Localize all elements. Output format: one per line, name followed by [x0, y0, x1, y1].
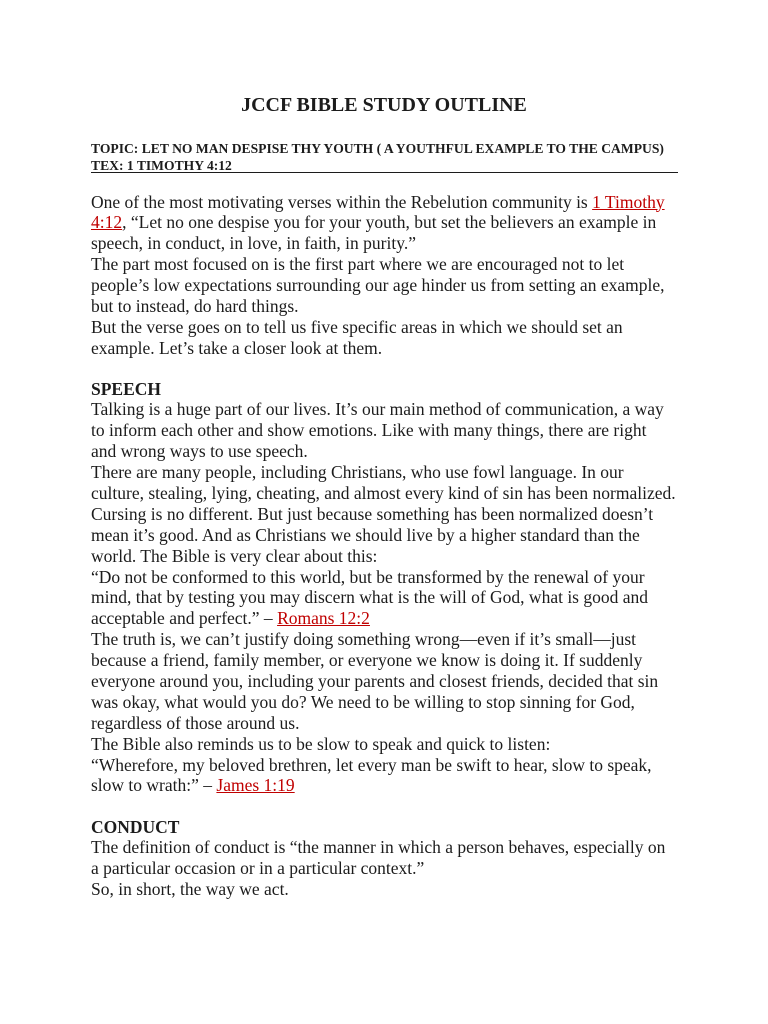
- body-line: world. The Bible is very clear about this:: [91, 545, 378, 566]
- body-text: One of the most motivating verses within the Rebelution community is: [91, 191, 593, 212]
- text-reference-line: TEX: 1 TIMOTHY 4:12: [91, 158, 232, 173]
- scripture-link-4-12[interactable]: 4:12: [91, 212, 123, 233]
- topic-line: TOPIC: LET NO MAN DESPISE THY YOUTH ( A YOUTHFUL EXAMPLE TO THE CAMPUS): [91, 141, 664, 156]
- body-line: because a friend, family member, or everyone we know is doing it. If suddenly: [91, 650, 643, 671]
- body-line: There are many people, including Christians, who use fowl language. In our: [91, 462, 624, 483]
- body-line: mind, that by testing you may discern what is the will of God, what is good and: [91, 587, 649, 608]
- body-text: slow to wrath:” –: [91, 775, 217, 796]
- body-line: The truth is, we can’t justify doing something wrong—even if it’s small—just: [91, 629, 637, 650]
- header-rule: [91, 172, 678, 173]
- scripture-link-1-timothy[interactable]: 1 Timothy: [592, 191, 665, 212]
- body-line: Talking is a huge part of our lives. It’s our main method of communication, a way: [91, 399, 664, 420]
- intro-section: [91, 192, 665, 359]
- body-line: culture, stealing, lying, cheating, and almost every kind of sin has been normalized.: [91, 482, 676, 503]
- body-line: Cursing is no different. But just because something has been normalized doesn’t: [91, 503, 654, 524]
- body-line: “Do not be conformed to this world, but be transformed by the renewal of your: [91, 566, 645, 587]
- body-line: The Bible also reminds us to be slow to speak and quick to listen:: [91, 733, 551, 754]
- scripture-link-james-1-19[interactable]: James 1:19: [216, 775, 295, 796]
- body-line: [91, 192, 665, 213]
- body-text: acceptable and perfect.” –: [91, 608, 278, 629]
- body-line: and wrong ways to use speech.: [91, 441, 308, 462]
- body-line: but to instead, do hard things.: [91, 295, 299, 316]
- body-line: regardless of those around us.: [91, 712, 300, 733]
- scripture-link-romans-12-2[interactable]: Romans 12:2: [277, 608, 370, 629]
- topic-block: [91, 140, 664, 174]
- body-line: speech, in conduct, in love, in faith, in purity.”: [91, 233, 416, 254]
- body-line: “Wherefore, my beloved brethren, let every man be swift to hear, slow to speak,: [91, 754, 652, 775]
- body-line: people’s low expectations surrounding our age hinder us from setting an example,: [91, 275, 665, 296]
- body-line: So, in short, the way we act.: [91, 879, 289, 900]
- section-heading-speech: SPEECH: [91, 378, 162, 399]
- body-line: mean it’s good. And as Christians we should live by a higher standard than the: [91, 524, 640, 545]
- body-line: [91, 608, 676, 629]
- body-line: everyone around you, including your parents and closest friends, decided that sin: [91, 670, 659, 691]
- body-line: example. Let’s take a closer look at them.: [91, 337, 383, 358]
- body-line: to inform each other and show emotions. Like with many things, there are right: [91, 420, 647, 441]
- body-line: a particular occasion or in a particular context.”: [91, 858, 425, 879]
- body-line: But the verse goes on to tell us five specific areas in which we should set an: [91, 316, 623, 337]
- body-line: [91, 212, 665, 233]
- section-heading-conduct: CONDUCT: [91, 816, 180, 837]
- section-speech: [91, 379, 676, 797]
- section-conduct: [91, 817, 665, 901]
- body-line: The definition of conduct is “the manner in which a person behaves, especially on: [91, 837, 666, 858]
- body-line: was okay, what would you do? We need to be willing to stop sinning for God,: [91, 691, 635, 712]
- document-title: JCCF BIBLE STUDY OUTLINE: [241, 94, 527, 116]
- body-text: , “Let no one despise you for your youth, but set the believers an example in: [122, 212, 657, 233]
- body-line: The part most focused on is the first part where we are encouraged not to let: [91, 254, 625, 275]
- body-line: [91, 775, 676, 796]
